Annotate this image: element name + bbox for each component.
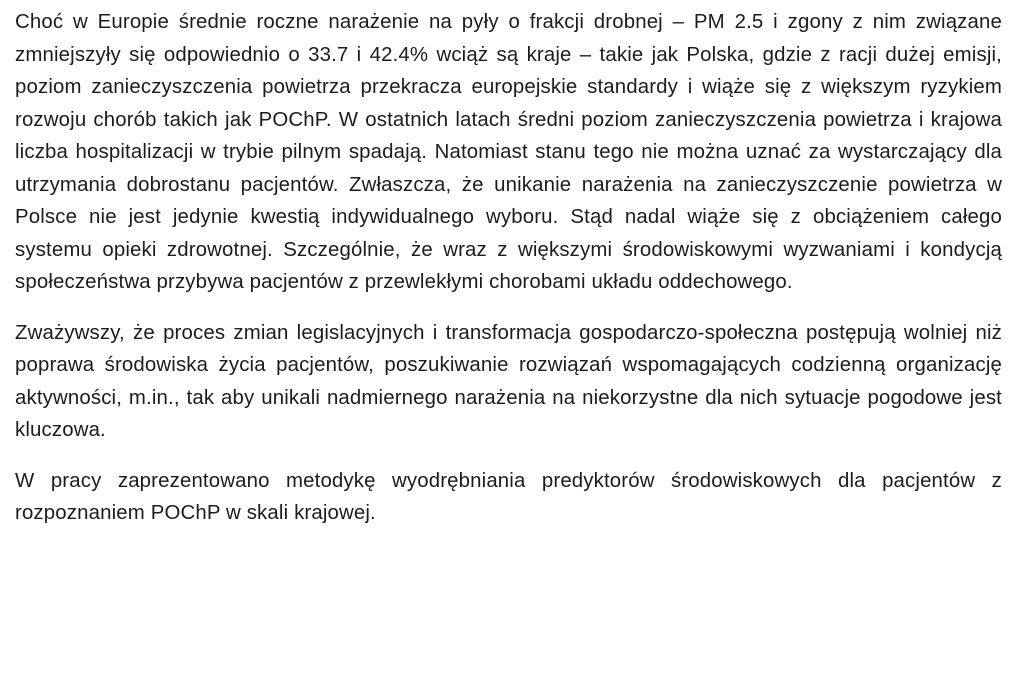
paragraph-air-pollution-context: Choć w Europie średnie roczne narażenie na pyły o frakcji drobnej – PM 2.5 i zgony z nim związane zmniejszyły się odpowiednio o 33.7 i 42.4% wciąż są kraje – takie jak Polska, gdzie z racji dużej emisji, poziom zanieczyszczenia powietrza przekracza europejskie standardy i wiąże się z większym ryzykiem rozwoju chorób takich jak POChP. W ostatnich latach średni poziom zanieczyszczenia powietrza i krajowa liczba hospitalizacji w trybie pilnym spadają. Natomiast stanu tego nie można uznać za wystarczający dla utrzymania dobrostanu pacjentów. Zwłaszcza, że unikanie narażenia na zanieczyszczenie powietrza w Polsce nie jest jedynie kwestią indywidualnego wyboru. Stąd nadal wiąże się z obciążeniem całego systemu opieki zdrowotnej. Szczególnie, że wraz z większymi środowiskowymi wyzwaniami i kondycją społeczeństwa przybywa pacjentów z przewlekłymi chorobami układu oddechowego. — [15, 11, 1002, 293]
paragraph-work-summary: W pracy zaprezentowano metodykę wyodrębniania predyktorów środowiskowych dla pacjentów z rozpoznaniem POChP w skali krajowej. — [15, 469, 1002, 524]
document-body — [15, 6, 1002, 530]
paragraph-legislation-context: Zważywszy, że proces zmian legislacyjnych i transformacja gospodarczo-społeczna postępują wolniej niż poprawa środowiska życia pacjentów, poszukiwanie rozwiązań wspomagających codzienną organizację aktywności, m.in., tak aby unikali nadmiernego narażenia na niekorzystne dla nich sytuacje pogodowe jest kluczowa. — [15, 321, 1002, 441]
